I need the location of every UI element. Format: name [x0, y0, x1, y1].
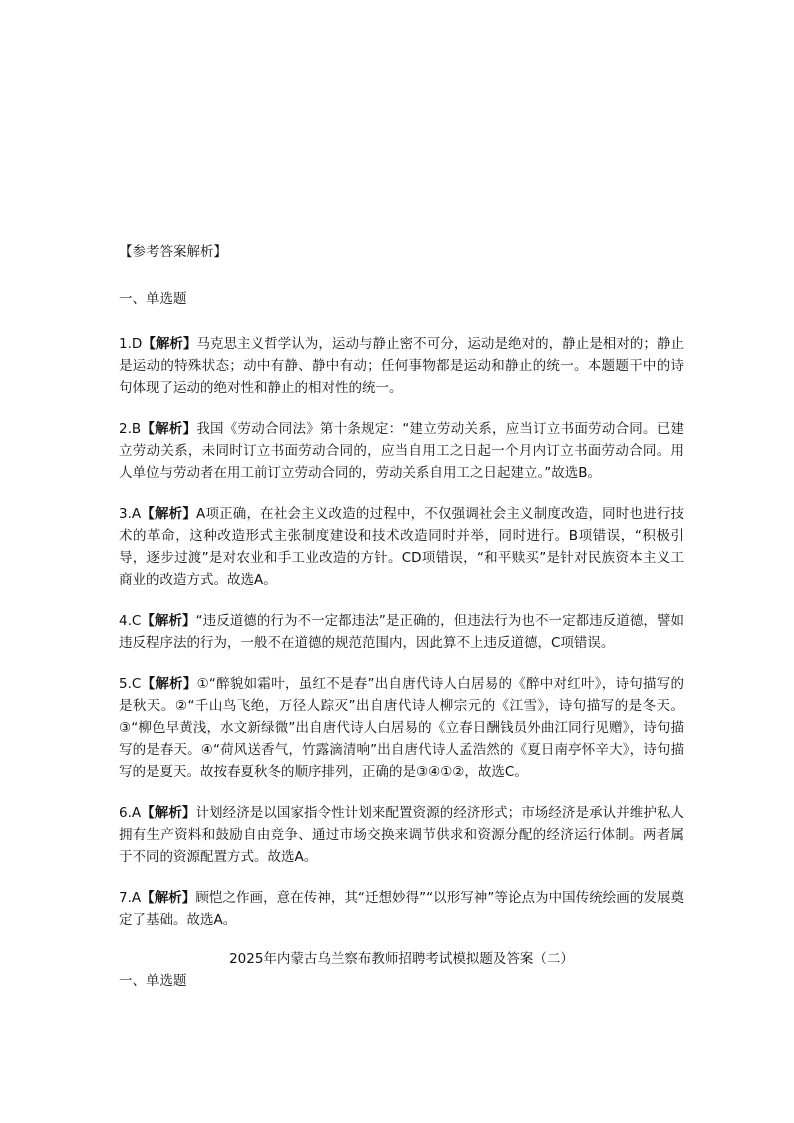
analysis-tag: 【解析】 [141, 421, 197, 437]
analysis-tag: 【解析】 [141, 613, 196, 629]
answer-section [119, 240, 684, 931]
answer-number: 4.C [119, 613, 142, 629]
analysis-text: 顾恺之作画，意在传神，其“迁想妙得”“以形写神”等论点为中国传统绘画的发展奠定了基础。故选A。 [119, 890, 684, 928]
answer-number: 3.A [119, 506, 142, 522]
answer-number: 1.D [119, 336, 143, 352]
analysis-text: 计划经济是以国家指令性计划来配置资源的经济形式；市场经济是承认并维护私人拥有生产资料和鼓励自由竞争、通过市场交换来调节供求和资源分配的经济运行体制。两者属于不同的资源配置方式。故选A。 [119, 805, 684, 865]
analysis-tag: 【解析】 [142, 336, 197, 352]
analysis-text: ①“醉貌如霜叶，虽红不是春”出自唐代诗人白居易的《醉中对红叶》，诗句描写的是秋天。②“千山鸟飞绝，万径人踪灭”出自唐代诗人柳宗元的《江雪》，诗句描写的是冬天。③“柳色早黄浅，水文新绿微”出自唐代诗人白居易的《立春日酬钱员外曲江同行见赠》，诗句描写的是春天。④“荷风送香气，竹露滴清响”出自唐代诗人孟浩然的《夏日南亭怀辛大》，诗句描写的是夏天。故按春夏秋冬的顺序排列，正确的是③④①②，故选C。 [119, 676, 684, 780]
answer-item-7 [119, 887, 684, 931]
section-title: 一、单选题 [119, 291, 187, 307]
answer-item-5 [119, 673, 684, 783]
answer-number: 7.A [119, 890, 142, 906]
answer-number: 5.C [119, 676, 142, 692]
answer-item-6 [119, 802, 684, 868]
analysis-text: “违反道德的行为不一定都违法”是正确的，但违法行为也不一定都违反道德，譬如违反程序法的行为，一般不在道德的规范范围内，因此算不上违反道德，C项错误。 [119, 613, 685, 651]
next-paper-title: 2025年内蒙古乌兰察布教师招聘考试模拟题及答案（二） [229, 951, 574, 967]
analysis-tag: 【解析】 [141, 676, 197, 692]
answer-heading: 【参考答案解析】 [119, 244, 227, 260]
answer-item-1 [119, 333, 684, 399]
analysis-text: 马克思主义哲学认为，运动与静止密不可分，运动是绝对的，静止是相对的；静止是运动的特殊状态；动中有静、静中有动；任何事物都是运动和静止的统一。本题题干中的诗句体现了运动的绝对性和静止的相对性的统一。 [119, 336, 685, 396]
answer-item-4 [119, 610, 684, 654]
next-section-title: 一、单选题 [119, 973, 187, 989]
answer-item-3 [119, 503, 684, 591]
answer-number: 2.B [119, 421, 142, 437]
analysis-tag: 【解析】 [141, 506, 197, 522]
analysis-text: A项正确，在社会主义改造的过程中，不仅强调社会主义制度改造，同时也进行技术的革命，这种改造形式主张制度建设和技术改造同时并举，同时进行。B项错误，“积极引导，逐步过渡”是对农业和手工业改造的方针。CD项错误，“和平赎买”是针对民族资本主义工商业的改造方式。故选A。 [119, 506, 685, 588]
analysis-tag: 【解析】 [141, 890, 196, 906]
analysis-tag: 【解析】 [141, 805, 196, 821]
answer-item-2 [119, 418, 684, 484]
answer-number: 6.A [119, 805, 142, 821]
analysis-text: 我国《劳动合同法》第十条规定：“建立劳动关系，应当订立书面劳动合同。已建立劳动关系，未同时订立书面劳动合同的，应当自用工之日起一个月内订立书面劳动合同。用人单位与劳动者在用工前订立劳动合同的，劳动关系自用工之日起建立。”故选B。 [119, 421, 684, 481]
